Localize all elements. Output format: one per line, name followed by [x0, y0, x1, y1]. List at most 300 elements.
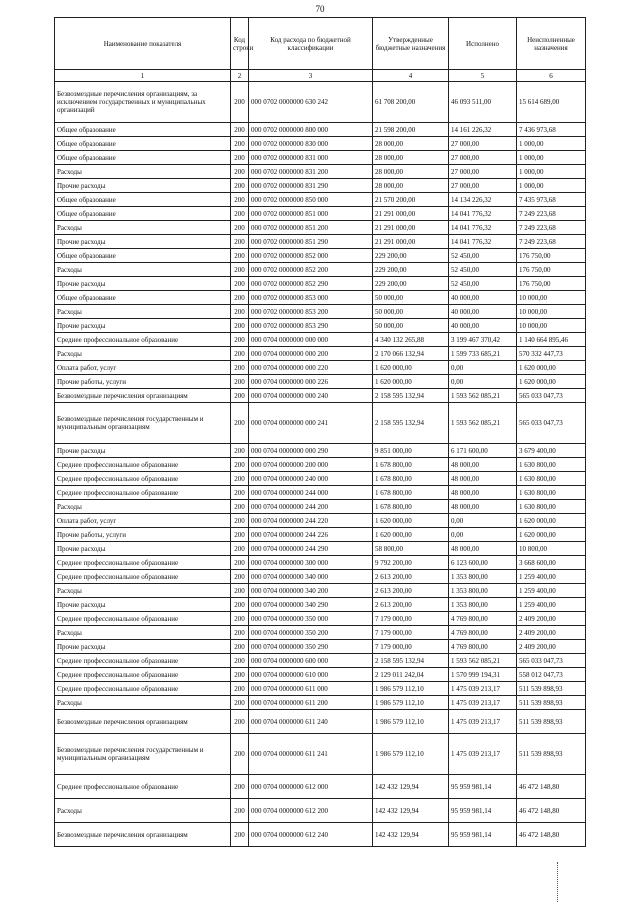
row-executed: 3 199 467 370,42 [449, 333, 517, 347]
column-number: 4 [373, 70, 449, 82]
row-approved: 7 179 000,00 [373, 640, 449, 654]
row-unexecuted: 2 409 200,00 [517, 640, 586, 654]
row-approved: 1 620 000,00 [373, 361, 449, 375]
row-executed: 1 570 999 194,31 [449, 668, 517, 682]
row-classification: 000 0704 0000000 340 200 [249, 584, 373, 598]
column-number: 2 [231, 70, 249, 82]
row-classification: 000 0702 0000000 831 200 [249, 165, 373, 179]
row-unexecuted: 565 033 047,73 [517, 654, 586, 668]
header-approved: Утвержденные бюджетные назначения [373, 18, 449, 70]
row-name: Безвозмездные перечисления организациям [55, 389, 231, 403]
row-unexecuted: 10 000,00 [517, 305, 586, 319]
row-classification: 000 0702 0000000 630 242 [249, 82, 373, 123]
row-code: 200 [231, 626, 249, 640]
row-name: Прочие работы, услуги [55, 528, 231, 542]
row-executed: 27 000,00 [449, 165, 517, 179]
row-code: 200 [231, 556, 249, 570]
row-code: 200 [231, 640, 249, 654]
header-name: Наименование показателя [55, 18, 231, 70]
row-name: Безвозмездные перечисления организациям [55, 823, 231, 847]
row-name: Среднее профессиональное образование [55, 486, 231, 500]
row-approved: 2 613 200,00 [373, 570, 449, 584]
row-executed: 95 959 981,14 [449, 775, 517, 799]
row-code: 200 [231, 249, 249, 263]
row-unexecuted: 1 620 000,00 [517, 514, 586, 528]
row-executed: 27 000,00 [449, 151, 517, 165]
row-executed: 48 000,00 [449, 486, 517, 500]
row-unexecuted: 1 630 800,00 [517, 458, 586, 472]
row-name: Прочие расходы [55, 235, 231, 249]
row-classification: 000 0702 0000000 852 000 [249, 249, 373, 263]
row-code: 200 [231, 123, 249, 137]
row-name: Прочие расходы [55, 444, 231, 458]
row-executed: 1 475 039 213,17 [449, 710, 517, 734]
row-name: Прочие расходы [55, 542, 231, 556]
row-approved: 1 678 800,00 [373, 500, 449, 514]
table-row [55, 249, 586, 263]
row-approved: 1 620 000,00 [373, 375, 449, 389]
row-name: Общее образование [55, 151, 231, 165]
row-approved: 1 678 800,00 [373, 486, 449, 500]
row-code: 200 [231, 514, 249, 528]
row-unexecuted: 511 539 898,93 [517, 682, 586, 696]
row-name: Прочие расходы [55, 179, 231, 193]
row-code: 200 [231, 333, 249, 347]
row-name: Расходы [55, 626, 231, 640]
row-executed: 1 475 039 213,17 [449, 734, 517, 775]
row-code: 200 [231, 82, 249, 123]
column-number: 1 [55, 70, 231, 82]
row-approved: 1 620 000,00 [373, 514, 449, 528]
table-row [55, 696, 586, 710]
row-name: Среднее профессиональное образование [55, 654, 231, 668]
row-classification: 000 0704 0000000 612 000 [249, 775, 373, 799]
table-row [55, 500, 586, 514]
row-classification: 000 0704 0000000 611 200 [249, 696, 373, 710]
table-row [55, 137, 586, 151]
column-number: 5 [449, 70, 517, 82]
row-classification: 000 0704 0000000 000 220 [249, 361, 373, 375]
row-name: Среднее профессиональное образование [55, 333, 231, 347]
row-name: Расходы [55, 305, 231, 319]
row-name: Оплата работ, услуг [55, 361, 231, 375]
table-row [55, 291, 586, 305]
table-row [55, 347, 586, 361]
row-approved: 28 000,00 [373, 151, 449, 165]
row-unexecuted: 10 000,00 [517, 319, 586, 333]
row-code: 200 [231, 542, 249, 556]
row-unexecuted: 176 750,00 [517, 263, 586, 277]
row-classification: 000 0704 0000000 612 240 [249, 823, 373, 847]
row-name: Расходы [55, 696, 231, 710]
header-unexecuted: Неисполненные назначения [517, 18, 586, 70]
row-unexecuted: 1 140 664 895,46 [517, 333, 586, 347]
row-approved: 142 432 129,94 [373, 799, 449, 823]
table-row [55, 123, 586, 137]
row-unexecuted: 1 259 400,00 [517, 570, 586, 584]
row-unexecuted: 565 033 047,73 [517, 403, 586, 444]
row-executed: 1 475 039 213,17 [449, 696, 517, 710]
row-executed: 6 123 600,00 [449, 556, 517, 570]
row-code: 200 [231, 486, 249, 500]
row-executed: 48 000,00 [449, 472, 517, 486]
row-name: Среднее профессиональное образование [55, 775, 231, 799]
row-approved: 229 200,00 [373, 277, 449, 291]
row-approved: 229 200,00 [373, 263, 449, 277]
row-executed: 1 599 733 685,21 [449, 347, 517, 361]
row-code: 200 [231, 263, 249, 277]
row-unexecuted: 2 409 200,00 [517, 626, 586, 640]
row-classification: 000 0702 0000000 830 000 [249, 137, 373, 151]
column-number: 6 [517, 70, 586, 82]
row-approved: 50 000,00 [373, 291, 449, 305]
table-row [55, 570, 586, 584]
row-executed: 14 041 776,32 [449, 207, 517, 221]
row-executed: 14 041 776,32 [449, 221, 517, 235]
row-executed: 52 450,00 [449, 249, 517, 263]
row-code: 200 [231, 654, 249, 668]
row-unexecuted: 511 539 898,93 [517, 710, 586, 734]
row-unexecuted: 1 630 800,00 [517, 486, 586, 500]
row-classification: 000 0704 0000000 350 000 [249, 612, 373, 626]
row-executed: 14 161 226,32 [449, 123, 517, 137]
row-classification: 000 0704 0000000 600 000 [249, 654, 373, 668]
table-row [55, 556, 586, 570]
row-approved: 21 598 200,00 [373, 123, 449, 137]
row-classification: 000 0704 0000000 000 290 [249, 444, 373, 458]
row-unexecuted: 2 409 200,00 [517, 612, 586, 626]
row-approved: 2 129 011 242,04 [373, 668, 449, 682]
row-name: Безвозмездные перечисления организациям [55, 710, 231, 734]
table-row [55, 626, 586, 640]
row-executed: 52 450,00 [449, 277, 517, 291]
row-code: 200 [231, 668, 249, 682]
row-executed: 1 593 562 085,21 [449, 654, 517, 668]
row-code: 200 [231, 696, 249, 710]
row-name: Безвозмездные перечисления государственным и муниципальным организациям [55, 403, 231, 444]
row-unexecuted: 1 620 000,00 [517, 361, 586, 375]
table-row [55, 263, 586, 277]
table-row [55, 305, 586, 319]
row-code: 200 [231, 799, 249, 823]
row-name: Общее образование [55, 207, 231, 221]
row-unexecuted: 511 539 898,93 [517, 734, 586, 775]
row-unexecuted: 46 472 148,80 [517, 823, 586, 847]
row-unexecuted: 7 249 223,68 [517, 235, 586, 249]
row-classification: 000 0702 0000000 853 290 [249, 319, 373, 333]
table-row [55, 682, 586, 696]
row-classification: 000 0704 0000000 000 240 [249, 389, 373, 403]
row-name: Оплата работ, услуг [55, 514, 231, 528]
row-classification: 000 0702 0000000 850 000 [249, 193, 373, 207]
row-classification: 000 0702 0000000 831 000 [249, 151, 373, 165]
row-classification: 000 0702 0000000 851 200 [249, 221, 373, 235]
row-code: 200 [231, 528, 249, 542]
row-approved: 4 340 132 265,88 [373, 333, 449, 347]
row-classification: 000 0704 0000000 244 226 [249, 528, 373, 542]
row-executed: 27 000,00 [449, 137, 517, 151]
table-row [55, 514, 586, 528]
row-unexecuted: 1 259 400,00 [517, 598, 586, 612]
row-classification: 000 0704 0000000 000 000 [249, 333, 373, 347]
row-approved: 9 851 000,00 [373, 444, 449, 458]
row-executed: 1 475 039 213,17 [449, 682, 517, 696]
row-code: 200 [231, 823, 249, 847]
row-name: Прочие расходы [55, 277, 231, 291]
row-code: 200 [231, 403, 249, 444]
row-classification: 000 0702 0000000 851 290 [249, 235, 373, 249]
row-executed: 48 000,00 [449, 500, 517, 514]
row-executed: 1 353 800,00 [449, 570, 517, 584]
row-approved: 58 800,00 [373, 542, 449, 556]
row-executed: 14 134 226,32 [449, 193, 517, 207]
row-name: Среднее профессиональное образование [55, 612, 231, 626]
table-row [55, 389, 586, 403]
row-code: 200 [231, 612, 249, 626]
row-name: Расходы [55, 221, 231, 235]
table-row [55, 654, 586, 668]
row-classification: 000 0704 0000000 340 000 [249, 570, 373, 584]
row-classification: 000 0704 0000000 350 290 [249, 640, 373, 654]
row-unexecuted: 15 614 689,00 [517, 82, 586, 123]
row-code: 200 [231, 291, 249, 305]
table-row [55, 319, 586, 333]
row-unexecuted: 3 679 400,00 [517, 444, 586, 458]
row-code: 200 [231, 193, 249, 207]
row-classification: 000 0704 0000000 300 000 [249, 556, 373, 570]
row-name: Общее образование [55, 123, 231, 137]
row-classification: 000 0704 0000000 200 000 [249, 458, 373, 472]
table-row [55, 444, 586, 458]
row-executed: 1 353 800,00 [449, 598, 517, 612]
row-classification: 000 0702 0000000 851 000 [249, 207, 373, 221]
column-number-row [55, 70, 586, 82]
row-approved: 1 986 579 112,10 [373, 682, 449, 696]
row-unexecuted: 7 435 973,68 [517, 193, 586, 207]
row-classification: 000 0704 0000000 611 240 [249, 710, 373, 734]
row-code: 200 [231, 305, 249, 319]
row-unexecuted: 511 539 898,93 [517, 696, 586, 710]
row-approved: 2 613 200,00 [373, 584, 449, 598]
row-code: 200 [231, 151, 249, 165]
row-approved: 9 792 200,00 [373, 556, 449, 570]
row-unexecuted: 1 000,00 [517, 165, 586, 179]
row-unexecuted: 1 259 400,00 [517, 584, 586, 598]
row-approved: 21 291 000,00 [373, 207, 449, 221]
table-row [55, 193, 586, 207]
row-name: Прочие расходы [55, 640, 231, 654]
row-code: 200 [231, 570, 249, 584]
row-unexecuted: 46 472 148,80 [517, 799, 586, 823]
row-unexecuted: 570 332 447,73 [517, 347, 586, 361]
row-classification: 000 0704 0000000 340 290 [249, 598, 373, 612]
table-row [55, 486, 586, 500]
table-header-row [55, 18, 586, 70]
row-executed: 52 450,00 [449, 263, 517, 277]
table-row [55, 151, 586, 165]
table-row [55, 165, 586, 179]
row-executed: 1 593 562 085,21 [449, 389, 517, 403]
table-row [55, 598, 586, 612]
row-classification: 000 0704 0000000 611 241 [249, 734, 373, 775]
row-executed: 0,00 [449, 528, 517, 542]
row-unexecuted: 1 630 800,00 [517, 500, 586, 514]
row-executed: 95 959 981,14 [449, 823, 517, 847]
row-executed: 14 041 776,32 [449, 235, 517, 249]
row-approved: 2 158 595 132,94 [373, 389, 449, 403]
row-name: Прочие расходы [55, 598, 231, 612]
table-row [55, 333, 586, 347]
row-approved: 21 291 000,00 [373, 235, 449, 249]
row-executed: 4 769 800,00 [449, 626, 517, 640]
row-approved: 61 708 200,00 [373, 82, 449, 123]
row-classification: 000 0704 0000000 244 200 [249, 500, 373, 514]
row-unexecuted: 7 249 223,68 [517, 221, 586, 235]
row-executed: 46 093 511,00 [449, 82, 517, 123]
row-approved: 1 678 800,00 [373, 458, 449, 472]
row-name: Общее образование [55, 193, 231, 207]
row-classification: 000 0702 0000000 800 000 [249, 123, 373, 137]
row-classification: 000 0704 0000000 000 241 [249, 403, 373, 444]
row-executed: 27 000,00 [449, 179, 517, 193]
row-name: Прочие работы, услуги [55, 375, 231, 389]
row-approved: 1 678 800,00 [373, 472, 449, 486]
row-classification: 000 0704 0000000 244 000 [249, 486, 373, 500]
row-classification: 000 0702 0000000 852 290 [249, 277, 373, 291]
table-row [55, 221, 586, 235]
row-executed: 0,00 [449, 375, 517, 389]
table-row [55, 403, 586, 444]
table-row [55, 823, 586, 847]
row-code: 200 [231, 710, 249, 734]
row-code: 200 [231, 179, 249, 193]
row-name: Среднее профессиональное образование [55, 472, 231, 486]
row-approved: 7 179 000,00 [373, 612, 449, 626]
row-unexecuted: 565 033 047,73 [517, 389, 586, 403]
row-executed: 48 000,00 [449, 542, 517, 556]
table-row [55, 640, 586, 654]
margin-mark [557, 862, 559, 902]
row-unexecuted: 176 750,00 [517, 249, 586, 263]
page-number: 70 [315, 4, 325, 14]
row-unexecuted: 7 249 223,68 [517, 207, 586, 221]
row-name: Среднее профессиональное образование [55, 458, 231, 472]
table-row [55, 361, 586, 375]
row-classification: 000 0702 0000000 831 290 [249, 179, 373, 193]
row-classification: 000 0704 0000000 244 220 [249, 514, 373, 528]
row-unexecuted: 46 472 148,80 [517, 775, 586, 799]
row-approved: 28 000,00 [373, 137, 449, 151]
row-classification: 000 0702 0000000 853 200 [249, 305, 373, 319]
row-name: Расходы [55, 500, 231, 514]
row-name: Среднее профессиональное образование [55, 570, 231, 584]
row-executed: 48 000,00 [449, 458, 517, 472]
table-row [55, 612, 586, 626]
table-row [55, 668, 586, 682]
row-unexecuted: 10 800,00 [517, 542, 586, 556]
row-code: 200 [231, 584, 249, 598]
table-row [55, 207, 586, 221]
row-code: 200 [231, 500, 249, 514]
row-code: 200 [231, 389, 249, 403]
row-name: Среднее профессиональное образование [55, 682, 231, 696]
row-name: Прочие расходы [55, 319, 231, 333]
table-row [55, 235, 586, 249]
row-code: 200 [231, 734, 249, 775]
row-approved: 1 620 000,00 [373, 528, 449, 542]
row-approved: 2 170 066 132,94 [373, 347, 449, 361]
row-classification: 000 0702 0000000 852 200 [249, 263, 373, 277]
row-executed: 1 593 562 085,21 [449, 403, 517, 444]
row-code: 200 [231, 375, 249, 389]
row-approved: 2 158 595 132,94 [373, 403, 449, 444]
table-row [55, 179, 586, 193]
row-executed: 4 769 800,00 [449, 612, 517, 626]
row-unexecuted: 1 620 000,00 [517, 528, 586, 542]
row-approved: 2 158 595 132,94 [373, 654, 449, 668]
row-code: 200 [231, 165, 249, 179]
row-name: Расходы [55, 799, 231, 823]
table-row [55, 458, 586, 472]
row-name: Общее образование [55, 137, 231, 151]
table-row [55, 710, 586, 734]
row-approved: 142 432 129,94 [373, 775, 449, 799]
row-code: 200 [231, 235, 249, 249]
row-approved: 28 000,00 [373, 179, 449, 193]
row-executed: 1 353 800,00 [449, 584, 517, 598]
row-unexecuted: 1 620 000,00 [517, 375, 586, 389]
row-unexecuted: 1 630 800,00 [517, 472, 586, 486]
row-approved: 142 432 129,94 [373, 823, 449, 847]
row-code: 200 [231, 472, 249, 486]
row-code: 200 [231, 598, 249, 612]
row-code: 200 [231, 682, 249, 696]
row-name: Среднее профессиональное образование [55, 556, 231, 570]
row-executed: 40 000,00 [449, 319, 517, 333]
row-approved: 28 000,00 [373, 165, 449, 179]
table-row [55, 375, 586, 389]
row-code: 200 [231, 775, 249, 799]
row-code: 200 [231, 277, 249, 291]
row-approved: 7 179 000,00 [373, 626, 449, 640]
row-classification: 000 0704 0000000 612 200 [249, 799, 373, 823]
row-approved: 2 613 200,00 [373, 598, 449, 612]
row-approved: 21 291 000,00 [373, 221, 449, 235]
row-executed: 6 171 600,00 [449, 444, 517, 458]
table-row [55, 734, 586, 775]
table-row [55, 775, 586, 799]
row-unexecuted: 3 668 600,00 [517, 556, 586, 570]
row-code: 200 [231, 361, 249, 375]
row-approved: 1 986 579 112,10 [373, 696, 449, 710]
header-code: Код строки [231, 18, 249, 70]
table-row [55, 82, 586, 123]
row-unexecuted: 7 436 973,68 [517, 123, 586, 137]
table-row [55, 277, 586, 291]
row-code: 200 [231, 207, 249, 221]
row-executed: 95 959 981,14 [449, 799, 517, 823]
row-code: 200 [231, 458, 249, 472]
row-approved: 21 570 200,00 [373, 193, 449, 207]
row-unexecuted: 1 000,00 [517, 151, 586, 165]
row-name: Общее образование [55, 291, 231, 305]
row-classification: 000 0704 0000000 611 000 [249, 682, 373, 696]
row-unexecuted: 1 000,00 [517, 137, 586, 151]
row-code: 200 [231, 319, 249, 333]
row-executed: 0,00 [449, 361, 517, 375]
row-code: 200 [231, 137, 249, 151]
row-name: Безвозмездные перечисления государственным и муниципальным организациям [55, 734, 231, 775]
